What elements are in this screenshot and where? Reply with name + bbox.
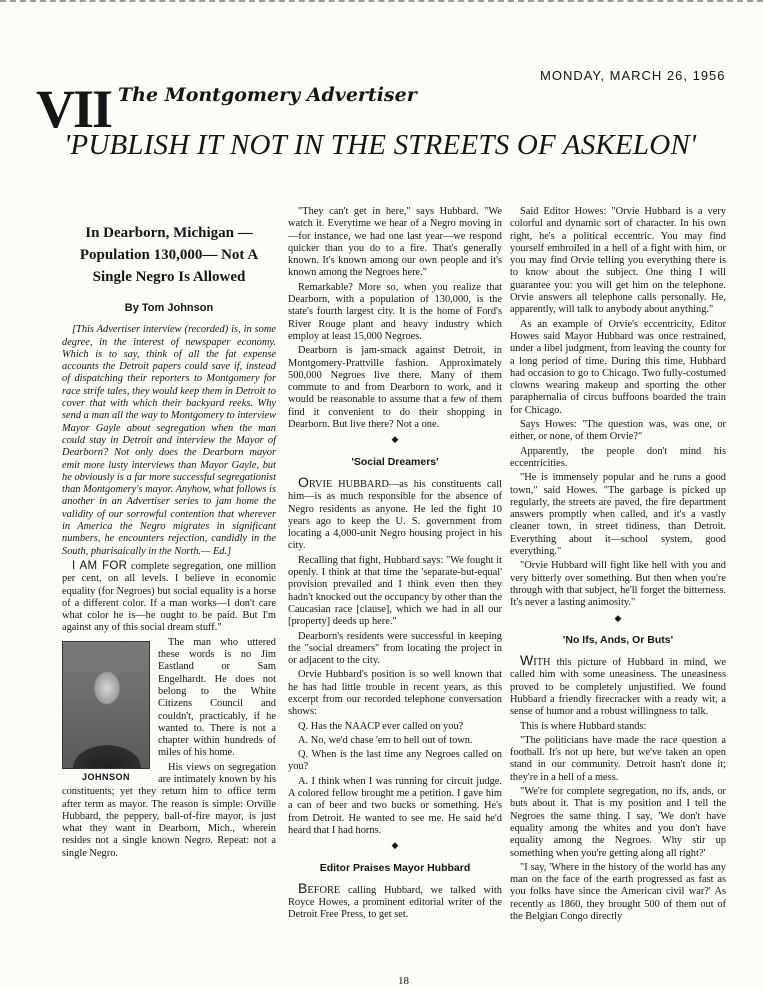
paragraph: "I say, 'Where in the history of the world has any man on the face of the earth progressed as fast as you folks have since the American civil war?' As recently as 1860, they brought 500 of them out of the Belgian Congo directly — [510, 861, 726, 923]
subhead-editor-praises: Editor Praises Mayor Hubbard — [319, 861, 471, 874]
author-photo — [62, 641, 150, 769]
paragraph: Dearborn is jam-smack against Detroit, in Montgomery-Prattville fashion. Approximately 500,000 Negroes live there. Many of them commute to and from Dearborn to work, and it would be reasonable to assume that a few of them find it convenient to do their shopping in Dearborn. But live there? Not a one. — [288, 345, 502, 431]
paragraph: Apparently, the people don't mind his eccentricities. — [510, 445, 726, 469]
photo-caption: JOHNSON — [81, 771, 130, 782]
paragraph: "The politicians have made the race question a football. It's not up here, but we've taken an open stand in our community. Detroit hasn't done it; they're in a hell of a mess. — [510, 734, 726, 783]
column-3 — [510, 206, 726, 925]
paragraph: Remarkable? More so, when you realize that Dearborn, with a population of 130,000, is the state's fourth largest city. It is the home of Ford's River Rouge plant and heavy industry which employ at least 15,000 Negroes. — [288, 281, 502, 342]
paragraph: A. No, we'd chase 'em to hell out of town. — [298, 734, 473, 746]
subhead-social-dreamers: 'Social Dreamers' — [351, 455, 439, 468]
diamond-separator-icon: ◆ — [391, 434, 399, 445]
paragraph: The man who uttered these words is no Jim Eastland or Sam Engelhardt. He does not belong to the White Citizens Council and couldn't, practicably, if he wanted to. There is not a chapter within hundreds of miles of his home. — [158, 636, 276, 759]
column-2 — [288, 206, 502, 924]
page-headline: 'PUBLISH IT NOT IN THE STREETS OF ASKELON' — [64, 129, 697, 161]
paragraph: Recalling that fight, Hubbard says: "We fought it openly. I think at that time the 'separate-but-equal' provision prevailed and I think even then they hadn't knocked out the occupancy by other than the Caucasian race [clause], which we had in all our [property] deeds up here." — [288, 554, 502, 628]
lead-paragraph-text: complete segregation, one million per cent, on all levels. I believe in economic equality (for Negroes) but social equality is a horse of a different color. If a man works—I don't care what color he is—he ought to be paid. But I'm against any of this social dream stuff." — [62, 560, 276, 634]
paragraph: "They can't get in here," says Hubbard. "We watch it. Everytime we hear of a Negro moving in—for instance, we had one last year—we respond quicker than you do to a fire. That's generally known. It's known among our own people and it's known among the Negroes here." — [288, 206, 502, 279]
section-number: VII — [36, 79, 112, 139]
diamond-separator-icon: ◆ — [614, 612, 622, 623]
scan-edge — [0, 0, 763, 6]
paragraph: "He is immensely popular and he runs a good town," said Howes. "The garbage is picked up regularly, the streets are paved, the fire department answers promptly when called, and it's a vastly cleaner town, in street tidiness, than Detroit. Everything about it—school system, good everything." — [510, 472, 726, 558]
dateline: MONDAY, MARCH 26, 1956 — [540, 68, 726, 83]
paragraph: Orvie Hubbard's position is so well known that he has had little trouble in recent years, as this excerpt from our recorded telephone conversation shows: — [288, 669, 502, 718]
subhead-no-ifs: 'No Ifs, Ands, Or Buts' — [562, 633, 674, 646]
paragraph: Q. When is the last time any Negroes called on you? — [288, 749, 502, 773]
newspaper-masthead: The Montgomery Advertiser — [118, 84, 417, 106]
paragraph: As an example of Orvie's eccentricity, Editor Howes said Mayor Hubbard was once restrained, under a libel judgment, from leaving the county for a long period of time. During this time, Hubbard had occasion to go to Chicago. Two fully-costumed clowns wearing makeup and sporting the other paraphernalia of circus buffoons boarded the train for Chicago. — [510, 318, 726, 416]
paragraph: Dearborn's residents were successful in keeping the "social dreamers" from locating the project in or adjacent to the city. — [288, 630, 502, 667]
lead-paragraph — [62, 560, 276, 635]
diamond-separator-icon: ◆ — [391, 840, 399, 851]
paragraph: BEFORE calling Hubbard, we talked with Royce Howes, a prominent editorial writer of the Detroit Free Press, to get set. — [288, 879, 502, 921]
column-1 — [62, 206, 276, 862]
article-title: In Dearborn, Michigan —Population 130,000— Not A Single Negro Is Allowed — [79, 225, 259, 285]
paragraph: Says Howes: "The question was, was one, or either, or none, of them Orvie?" — [510, 419, 726, 443]
paragraph: WITH this picture of Hubbard in mind, we called him with some uneasiness. The uneasiness proved to be completely unjustified. We found Hubbard a friendly firecracker with a ready wit, a sense of humor and a robust willingness to talk. — [510, 652, 726, 718]
lead-words: I AM FOR — [72, 559, 128, 572]
paragraph: Said Editor Howes: "Orvie Hubbard is a very colorful and dynamic sort of character. In his own right, he's a political eccentric. You may find yourself embroiled in a hell of a fight with him, or you may find Orvie telling you everything there is to know about the subject. One thing I will guarantee you: you will get him on the telephone. Orvie answers all telephone calls personally. He, apparently, will talk to anybody about anything." — [510, 206, 726, 316]
paragraph: Q. Has the NAACP ever called on you? — [298, 720, 464, 732]
byline: By Tom Johnson — [124, 302, 214, 314]
paragraph: This is where Hubbard stands: — [520, 720, 647, 732]
author-photo-block — [62, 641, 150, 783]
paragraph: ORVIE HUBBARD—as his constituents call him—is as much responsible for the absence of Negro residents as anyone. He led the fight 10 years ago to keep the U. S. government from locating a 4,000-unit Negro housing project in his city. — [288, 473, 502, 552]
paragraph: A. I think when I was running for circuit judge. A colored fellow brought me a petition. I gave him a can of beer and two bucks or something. He's from Detroit. He wanted to see me. He said he'd heard that I had horns. — [288, 775, 502, 836]
paragraph: His views on segregation are intimately known by his constituents; yet they return him to office term after term as mayor. The reason is simple: Orville Hubbard, the peppery, ball-of-fire mayor, is just what they want in Dearborn, Mich., wherein resides not a single known Negro. Repeat: not a single Negro. — [62, 761, 276, 859]
editors-note: [This Advertiser interview (recorded) is, in some degree, in the interest of newspaper economy. Which is to say, think of all the fat expense accounts the Detroit papers could save if, instead of dispatching their reporters to Montgomery for race strife tales, they would keep them in Detroit to cover that with which their backyard reeks. Why send a man all the way to Montgomery to interview Mayor Gayle about segregation when the man could stay in Detroit and interview the Mayor of Dearborn? Not only does the Dearborn mayor emit more lusty interviews than Mayor Gayle, but he obviously is a far more successful segregationist than Montgomery's mayor. Anyhow, what follows is another in an Advertiser series to jam home the validity of our sorrowful contention that wherever in America the Negro migrates in significant numbers, he encounters rejection, candidly in the South, pharisaically in the North.— Ed.] — [62, 324, 276, 557]
page-number: 18 — [398, 975, 409, 987]
paragraph: "We're for complete segregation, no ifs, ands, or buts about it. That is my position and I tell the Negroes the same thing. I say, 'We don't have equality among the whites and you don't have equality among the Negroes. Why stir up something when you're getting along all right?' — [510, 786, 726, 859]
paragraph: "Orvie Hubbard will fight like hell with you and very bitterly over something. But then when you're through with that subject, he'll forget the bitterness. It's never a lasting animosity." — [510, 560, 726, 609]
